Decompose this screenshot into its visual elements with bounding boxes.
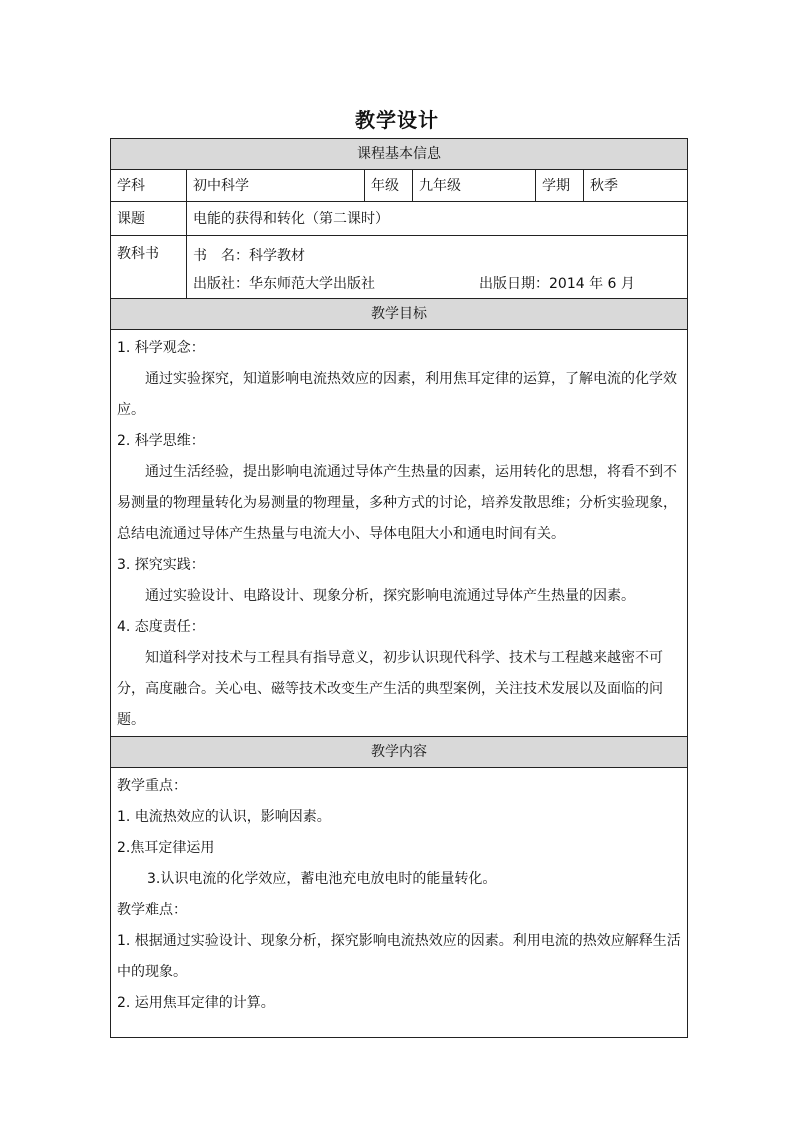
goal-1-text: 通过实验探究，知道影响电流热效应的因素，利用焦耳定律的运算，了解电流的化学效应。 xyxy=(117,371,677,418)
section-header-goals: 教学目标 xyxy=(111,299,688,330)
goal-3-text: 通过实验设计、电路设计、现象分析，探究影响电流通过导体产生热量的因素。 xyxy=(145,588,635,604)
goal-4-heading: 4. 态度责任： xyxy=(117,619,205,635)
publication-date: 出版日期：2014 年 6 月 xyxy=(479,276,635,292)
topic-label: 课题 xyxy=(111,202,187,236)
textbook-label: 教科书 xyxy=(111,236,187,299)
document-title: 教学设计 xyxy=(355,108,439,132)
subject-label: 学科 xyxy=(111,170,187,202)
key-point-2: 2.焦耳定律运用 xyxy=(117,840,215,856)
grade-value: 九年级 xyxy=(413,170,536,202)
lesson-plan-table xyxy=(110,138,688,1038)
textbook-info xyxy=(187,236,688,299)
book-name: 书 名：科学教材 xyxy=(193,248,305,264)
goal-2-heading: 2. 科学思维： xyxy=(117,433,205,449)
goal-4-text: 知道科学对技术与工程具有指导意义，初步认识现代科学、技术与工程越来越密不可分，高度融合。关心电、磁等技术改变生产生活的典型案例，关注技术发展以及面临的问题。 xyxy=(117,650,663,728)
key-points-heading: 教学重点： xyxy=(117,778,187,794)
goals-cell xyxy=(111,330,688,737)
difficult-points-heading: 教学难点： xyxy=(117,902,187,918)
grade-label: 年级 xyxy=(365,170,413,202)
section-header-content: 教学内容 xyxy=(111,737,688,768)
goal-1-heading: 1. 科学观念： xyxy=(117,340,205,356)
term-label: 学期 xyxy=(536,170,584,202)
topic-value: 电能的获得和转化（第二课时） xyxy=(187,202,688,236)
goal-3-heading: 3. 探究实践： xyxy=(117,557,205,573)
key-point-1: 1. 电流热效应的认识，影响因素。 xyxy=(117,809,331,825)
publisher-row xyxy=(193,270,681,298)
subject-value: 初中科学 xyxy=(187,170,365,202)
content-cell xyxy=(111,768,688,1038)
key-point-3: 3.认识电流的化学效应，蓄电池充电放电时的能量转化。 xyxy=(147,871,497,887)
term-value: 秋季 xyxy=(584,170,688,202)
section-header-basic-info: 课程基本信息 xyxy=(111,139,688,170)
difficult-point-1: 1. 根据通过实验设计、现象分析，探究影响电流热效应的因素。利用电流的热效应解释生活中的现象。 xyxy=(117,933,681,980)
difficult-point-2: 2. 运用焦耳定律的计算。 xyxy=(117,995,275,1011)
publisher: 出版社：华东师范大学出版社 xyxy=(193,276,375,292)
goal-2-text: 通过生活经验，提出影响电流通过导体产生热量的因素，运用转化的思想，将看不到不易测量的物理量转化为易测量的物理量，多种方式的讨论，培养发散思维；分析实验现象，总结电流通过导体产生热量与电流大小、导体电阻大小和通电时间有关。 xyxy=(117,464,677,542)
